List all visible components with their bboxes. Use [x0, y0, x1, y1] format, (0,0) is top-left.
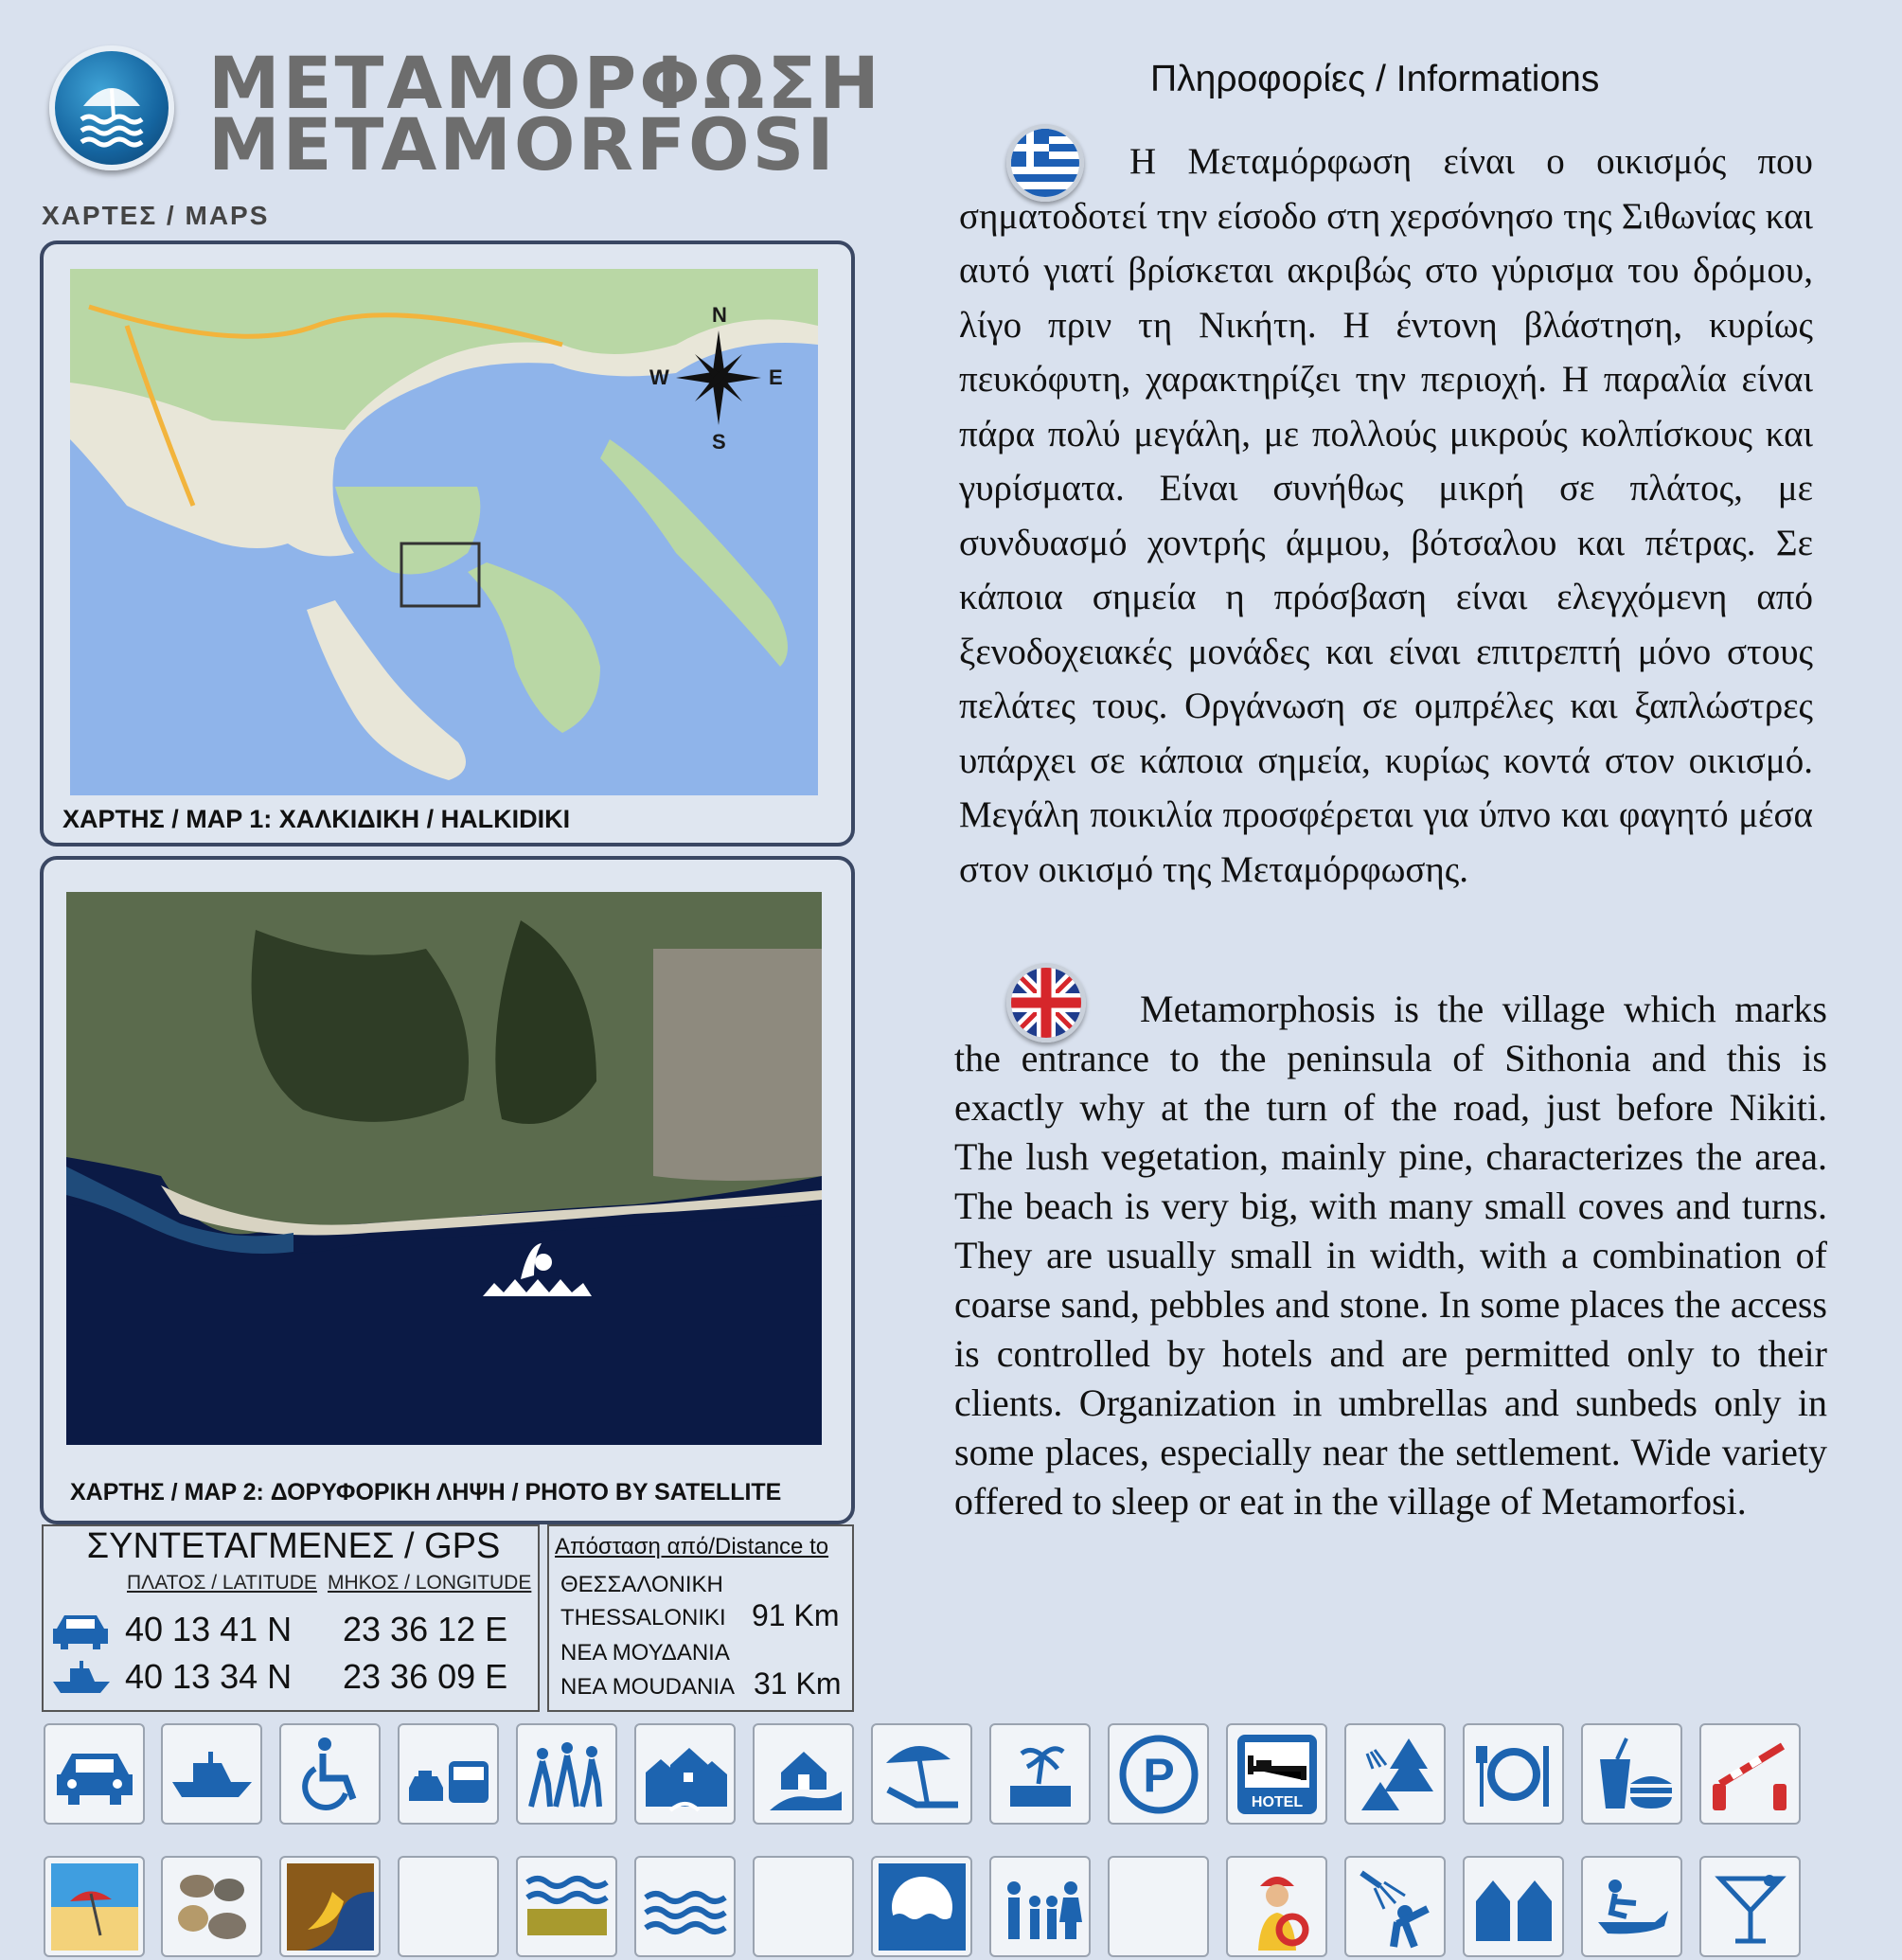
beach-sand-icon: [44, 1856, 145, 1957]
waves-icon: [634, 1856, 736, 1957]
wheelchair-icon: [279, 1723, 381, 1825]
compass-east: E: [769, 365, 783, 389]
camping-icon: [1344, 1723, 1446, 1825]
fastfood-icon: [1581, 1723, 1682, 1825]
hotel-icon: [1226, 1723, 1327, 1825]
thessaloniki-gr: ΘΕΣΣΑΛΟΝΙΚΗ: [560, 1572, 723, 1597]
car-latitude: 40 13 41 N: [125, 1610, 293, 1648]
nea-moudania-distance: 31 Km: [754, 1666, 842, 1701]
compass-south: S: [712, 430, 726, 454]
family-icon: [989, 1856, 1091, 1957]
map2-frame: [40, 856, 855, 1524]
beach-logo-icon: [49, 45, 174, 170]
jetski-icon: [1581, 1856, 1682, 1957]
cove-icon: [279, 1856, 381, 1957]
compass-rose: [648, 303, 790, 458]
hikers-icon: [516, 1723, 617, 1825]
pebbles-icon: [161, 1856, 262, 1957]
blue-flag-icon: [871, 1856, 972, 1957]
umbrella-sunbed-icon: [871, 1723, 972, 1825]
compass-north: N: [712, 303, 727, 327]
barrier-icon: [1699, 1723, 1801, 1825]
car-longitude: 23 36 12 E: [343, 1610, 508, 1648]
halkidiki-map[interactable]: [70, 269, 818, 795]
map2-caption: ΧΑΡΤΗΣ / MAP 2: ΔΟΡΥΦΟΡΙΚΗ ΛΗΨΗ / PHOTO BY SATELLITE: [70, 1479, 782, 1506]
cocktail-icon: [1699, 1856, 1801, 1957]
title-english: METAMORFOSI: [208, 102, 837, 187]
swimmer-icon: [483, 1238, 592, 1309]
boat-latitude: 40 13 34 N: [125, 1657, 293, 1696]
empty-tile-1: [398, 1856, 499, 1957]
satellite-photo[interactable]: [66, 892, 822, 1445]
car-icon: [51, 1610, 110, 1656]
house-road-icon: [753, 1723, 854, 1825]
parking-icon: [1108, 1723, 1209, 1825]
restaurant-icon: [1463, 1723, 1564, 1825]
gps-title: ΣΥΝΤΕΤΑΓΜΕΝΕΣ / GPS: [86, 1526, 501, 1566]
maps-section-label: ΧΑΡΤΕΣ / MAPS: [42, 201, 270, 230]
cabins-icon: [1463, 1856, 1564, 1957]
lifeguard-icon: [1226, 1856, 1327, 1957]
shower-icon: [1344, 1856, 1446, 1957]
taxi-bus-icon: [398, 1723, 499, 1825]
nea-moudania-en: NEA MOUDANIA: [560, 1674, 736, 1700]
nea-moudania-gr: ΝΕΑ ΜΟΥΔΑΝΙΑ: [560, 1640, 730, 1666]
water-sand-icon: [516, 1856, 617, 1957]
thessaloniki-distance: 91 Km: [752, 1598, 840, 1632]
compass-west: W: [649, 365, 669, 389]
empty-tile-2: [753, 1856, 854, 1957]
english-description: Metamorphosis is the village which marks the entrance to the peninsula of Sithonia and this is exactly why at the turn of the road, just before Nikiti. The lush vegetation, mainly pine, characterizes the area. The beach is very big, with many small coves and turns. They are usually small in width, with a combination of coarse sand, pebbles and stone. In some places the access is controlled by hotels and are permitted only to their clients. Organization in umbrellas and sunbeds only in some places, especially near the settlement. Wide variety offered to sleep or eat in the village of Metamorfosi.: [954, 988, 1827, 1523]
map1-caption: ΧΑΡΤΗΣ / MAP 1: ΧΑΛΚΙΔΙΚΗ / HALKIDIKI: [62, 805, 571, 833]
distance-header: Απόσταση από/Distance to: [555, 1534, 829, 1559]
info-header: Πληροφορίες / Informations: [1150, 59, 1600, 99]
map1-frame: [40, 241, 855, 846]
title-greek: ΜΕΤΑΜΟΡΦΩΣΗ: [208, 41, 882, 125]
parking-letter: P: [1142, 1748, 1175, 1802]
empty-tile-3: [1108, 1856, 1209, 1957]
boat-longitude: 23 36 09 E: [343, 1657, 508, 1696]
village-houses-icon: [634, 1723, 736, 1825]
boat-icon: [51, 1657, 112, 1700]
hotel-label: HOTEL: [1251, 1793, 1303, 1810]
island-icon: [989, 1723, 1091, 1825]
latitude-label: ΠΛΑΤΟΣ / LATITUDE: [127, 1572, 317, 1594]
greek-description: Η Μεταμόρφωση είναι ο οικισμός που σηματοδοτεί την είσοδο στη χερσόνησο της Σιθωνίας και αυτό γιατί βρίσκεται ακριβώς στο γύρισμα του δρόμου, λίγο πριν τη Νικήτη. Η έντονη βλάστηση, κυρίως πευκόφυτη, χαρακτηρίζει την περιοχή. Η παραλία είναι πάρα πολύ μεγάλη, με πολλούς μικρούς κολπίσκους και γυρίσματα. Είναι συνήθως μικρή σε πλάτος, με συνδυασμό χοντρής άμμου, βότσαλου και πέτρας. Σε κάποια σημεία η πρόσβαση είναι ελεγχόμενη από ξενοδοχειακές μονάδες και είναι επιτρεπτή μόνο στους πελάτες τους. Οργάνωση σε ομπρέλες και ξαπλώστρες υπάρχει σε κάποια σημεία, κυρίως κοντά στον οικισμό. Μεγάλη ποικιλία προσφέρεται για ύπνο και φαγητό μέσα στον οικισμό της Μεταμόρφωσης.: [959, 141, 1813, 890]
boat-icon: [161, 1723, 262, 1825]
thessaloniki-en: THESSALONIKI: [560, 1605, 726, 1630]
car-icon: [44, 1723, 145, 1825]
longitude-label: ΜΗΚΟΣ / LONGITUDE: [328, 1572, 532, 1594]
